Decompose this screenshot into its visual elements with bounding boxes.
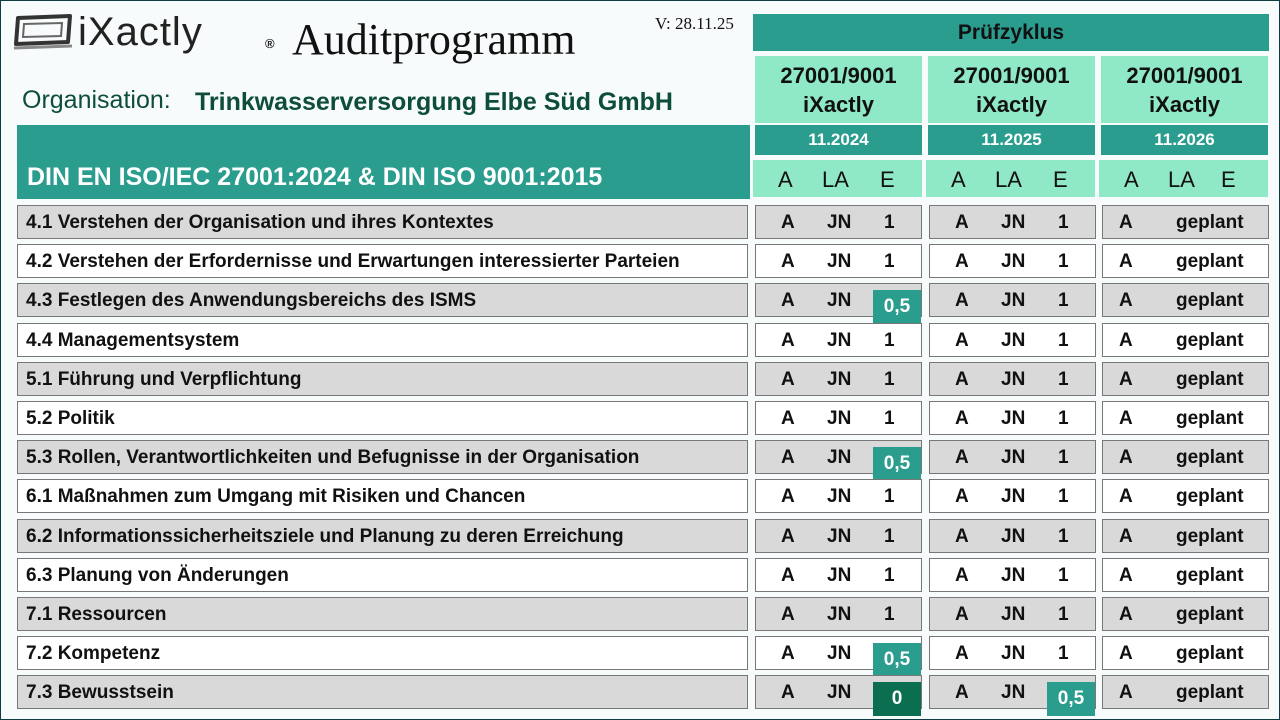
audit-cell-c3 [1102, 362, 1269, 396]
value-la: JN [827, 290, 852, 311]
value-la: JN [1001, 526, 1026, 547]
value-a: A [955, 330, 969, 351]
value-la: JN [1001, 643, 1026, 664]
value-la: JN [1001, 565, 1026, 586]
value-a: A [781, 212, 795, 233]
audit-cell-c2 [929, 401, 1096, 435]
value-e: 1 [1058, 212, 1069, 233]
cycle-standard: 27001/9001 [953, 63, 1070, 88]
value-la: JN [827, 447, 852, 468]
audit-cell-c3 [1102, 597, 1269, 631]
col-a: A [778, 167, 793, 192]
value-la: JN [1001, 369, 1026, 390]
value-e: 1 [884, 486, 895, 507]
value-e: 1 [1058, 447, 1069, 468]
pruefzyklus-header: Prüfzyklus [753, 14, 1269, 51]
value-e: 0,5 [873, 643, 921, 677]
status-planned: geplant [1176, 408, 1244, 429]
status-planned: geplant [1176, 486, 1244, 507]
col-e: E [1221, 167, 1236, 192]
value-e: 0,5 [873, 290, 921, 324]
row-label: 5.2 Politik [17, 401, 748, 435]
value-e: 1 [884, 369, 895, 390]
status-planned: geplant [1176, 604, 1244, 625]
status-planned: geplant [1176, 643, 1244, 664]
value-a: A [1119, 369, 1133, 390]
status-planned: geplant [1176, 565, 1244, 586]
value-la: JN [827, 330, 852, 351]
value-a: A [955, 565, 969, 586]
value-a: A [955, 682, 969, 703]
cycle-columns-1 [753, 160, 922, 197]
cycle-columns-2 [926, 160, 1095, 197]
value-a: A [1119, 251, 1133, 272]
audit-cell-c3 [1102, 323, 1269, 357]
col-la: LA [995, 167, 1022, 192]
value-a: A [1119, 290, 1133, 311]
value-e: 1 [1058, 526, 1069, 547]
row-label: 5.3 Rollen, Verantwortlichkeiten und Befugnisse in der Organisation [17, 440, 748, 474]
value-e: 0,5 [873, 447, 921, 481]
audit-cell-c3 [1102, 636, 1269, 670]
cycle-auditor: iXactly [976, 92, 1047, 117]
cycle-header-1 [755, 56, 922, 123]
audit-cell-c3 [1102, 558, 1269, 592]
monitor-logo-icon [12, 14, 74, 54]
value-a: A [1119, 212, 1133, 233]
cycle-auditor: iXactly [803, 92, 874, 117]
value-la: JN [827, 486, 852, 507]
cycle-date-3: 11.2026 [1101, 125, 1268, 155]
organisation-label: Organisation: [22, 86, 171, 114]
value-a: A [781, 682, 795, 703]
value-e: 1 [1058, 604, 1069, 625]
audit-cell-c1 [755, 323, 922, 357]
value-e: 1 [1058, 565, 1069, 586]
value-a: A [955, 643, 969, 664]
row-label: 6.1 Maßnahmen zum Umgang mit Risiken und Chancen [17, 479, 748, 513]
standard-banner [17, 125, 750, 199]
audit-cell-c1 [755, 401, 922, 435]
audit-cell-c2 [929, 519, 1096, 553]
status-planned: geplant [1176, 526, 1244, 547]
status-planned: geplant [1176, 290, 1244, 311]
value-e: 1 [884, 565, 895, 586]
audit-cell-c2 [929, 597, 1096, 631]
audit-cell-c3 [1102, 401, 1269, 435]
status-planned: geplant [1176, 330, 1244, 351]
value-a: A [781, 486, 795, 507]
value-a: A [781, 251, 795, 272]
status-planned: geplant [1176, 212, 1244, 233]
value-a: A [781, 565, 795, 586]
value-a: A [1119, 486, 1133, 507]
audit-cell-c1 [755, 675, 922, 709]
audit-cell-c2 [929, 479, 1096, 513]
value-a: A [1119, 526, 1133, 547]
value-a: A [955, 486, 969, 507]
audit-cell-c3 [1102, 244, 1269, 278]
status-planned: geplant [1176, 682, 1244, 703]
value-e: 1 [1058, 486, 1069, 507]
value-la: JN [1001, 251, 1026, 272]
value-e: 1 [1058, 290, 1069, 311]
value-a: A [1119, 408, 1133, 429]
audit-cell-c2 [929, 205, 1096, 239]
cycle-date-1: 11.2024 [755, 125, 922, 155]
audit-cell-c1 [755, 479, 922, 513]
value-la: JN [1001, 682, 1026, 703]
col-a: A [1124, 167, 1139, 192]
audit-cell-c2 [929, 283, 1096, 317]
value-a: A [955, 290, 969, 311]
value-a: A [955, 604, 969, 625]
value-la: JN [827, 604, 852, 625]
value-e: 1 [884, 604, 895, 625]
audit-cell-c1 [755, 519, 922, 553]
value-la: JN [1001, 486, 1026, 507]
audit-cell-c2 [929, 675, 1096, 709]
value-e: 1 [1058, 330, 1069, 351]
value-la: JN [827, 565, 852, 586]
row-label: 4.3 Festlegen des Anwendungsbereichs des ISMS [17, 283, 748, 317]
value-e: 1 [1058, 369, 1069, 390]
cycle-auditor: iXactly [1149, 92, 1220, 117]
value-a: A [781, 330, 795, 351]
value-la: JN [827, 682, 852, 703]
value-a: A [955, 251, 969, 272]
ixactly-logo [12, 10, 275, 60]
value-la: JN [827, 643, 852, 664]
audit-cell-c3 [1102, 519, 1269, 553]
value-a: A [781, 643, 795, 664]
audit-cell-c1 [755, 205, 922, 239]
value-a: A [781, 604, 795, 625]
page-title: Auditprogramm [292, 15, 576, 64]
standard-banner-text: DIN EN ISO/IEC 27001:2024 & DIN ISO 9001:2015 [27, 163, 603, 191]
status-planned: geplant [1176, 447, 1244, 468]
value-a: A [1119, 565, 1133, 586]
audit-cell-c2 [929, 440, 1096, 474]
value-e: 1 [884, 251, 895, 272]
value-a: A [1119, 447, 1133, 468]
cycle-header-3 [1101, 56, 1268, 123]
value-a: A [955, 447, 969, 468]
row-label: 6.2 Informationssicherheitsziele und Planung zu deren Erreichung [17, 519, 748, 553]
row-label: 4.4 Managementsystem [17, 323, 748, 357]
audit-cell-c2 [929, 636, 1096, 670]
audit-cell-c1 [755, 244, 922, 278]
value-la: JN [827, 212, 852, 233]
value-la: JN [1001, 604, 1026, 625]
value-a: A [781, 369, 795, 390]
value-a: A [781, 290, 795, 311]
value-la: JN [827, 526, 852, 547]
audit-cell-c1 [755, 283, 922, 317]
cycle-columns-3 [1099, 160, 1268, 197]
row-label: 7.1 Ressourcen [17, 597, 748, 631]
value-a: A [1119, 643, 1133, 664]
value-la: JN [1001, 212, 1026, 233]
col-e: E [1053, 167, 1068, 192]
audit-cell-c2 [929, 362, 1096, 396]
value-e: 1 [1058, 408, 1069, 429]
status-planned: geplant [1176, 251, 1244, 272]
col-a: A [951, 167, 966, 192]
row-label: 6.3 Planung von Änderungen [17, 558, 748, 592]
value-e: 0 [873, 682, 921, 716]
value-la: JN [1001, 330, 1026, 351]
value-a: A [781, 447, 795, 468]
row-label: 5.1 Führung und Verpflichtung [17, 362, 748, 396]
audit-cell-c1 [755, 636, 922, 670]
organisation-name: Trinkwasserversorgung Elbe Süd GmbH [195, 88, 673, 116]
value-e: 1 [884, 408, 895, 429]
status-planned: geplant [1176, 369, 1244, 390]
audit-cell-c1 [755, 440, 922, 474]
audit-cell-c3 [1102, 675, 1269, 709]
value-a: A [1119, 682, 1133, 703]
audit-cell-c3 [1102, 440, 1269, 474]
audit-cell-c3 [1102, 205, 1269, 239]
value-a: A [781, 526, 795, 547]
row-label: 4.2 Verstehen der Erfordernisse und Erwartungen interessierter Parteien [17, 244, 748, 278]
audit-cell-c3 [1102, 283, 1269, 317]
row-label: 7.3 Bewusstsein [17, 675, 748, 709]
value-e: 1 [884, 212, 895, 233]
registered-mark: ® [265, 36, 275, 51]
value-la: JN [827, 251, 852, 272]
value-e: 1 [1058, 251, 1069, 272]
col-la: LA [822, 167, 849, 192]
row-label: 4.1 Verstehen der Organisation und ihres Kontextes [17, 205, 748, 239]
value-la: JN [1001, 447, 1026, 468]
value-la: JN [1001, 290, 1026, 311]
value-e: 1 [884, 330, 895, 351]
col-la: LA [1168, 167, 1195, 192]
col-e: E [880, 167, 895, 192]
value-a: A [1119, 604, 1133, 625]
value-e: 1 [1058, 643, 1069, 664]
value-la: JN [827, 369, 852, 390]
audit-cell-c2 [929, 323, 1096, 357]
cycle-date-2: 11.2025 [928, 125, 1095, 155]
audit-cell-c1 [755, 597, 922, 631]
value-e: 0,5 [1047, 682, 1095, 716]
value-a: A [955, 212, 969, 233]
value-la: JN [827, 408, 852, 429]
value-a: A [955, 408, 969, 429]
value-a: A [955, 526, 969, 547]
value-a: A [955, 369, 969, 390]
cycle-header-2 [928, 56, 1095, 123]
audit-cell-c3 [1102, 479, 1269, 513]
audit-cell-c1 [755, 558, 922, 592]
value-a: A [1119, 330, 1133, 351]
cycle-standard: 27001/9001 [1126, 63, 1243, 88]
audit-cell-c2 [929, 244, 1096, 278]
value-la: JN [1001, 408, 1026, 429]
value-e: 1 [884, 526, 895, 547]
row-label: 7.2 Kompetenz [17, 636, 748, 670]
value-a: A [781, 408, 795, 429]
cycle-standard: 27001/9001 [780, 63, 897, 88]
audit-cell-c1 [755, 362, 922, 396]
version-label: V: 28.11.25 [655, 14, 734, 33]
audit-cell-c2 [929, 558, 1096, 592]
logo-wordmark: iXactly [78, 10, 203, 54]
